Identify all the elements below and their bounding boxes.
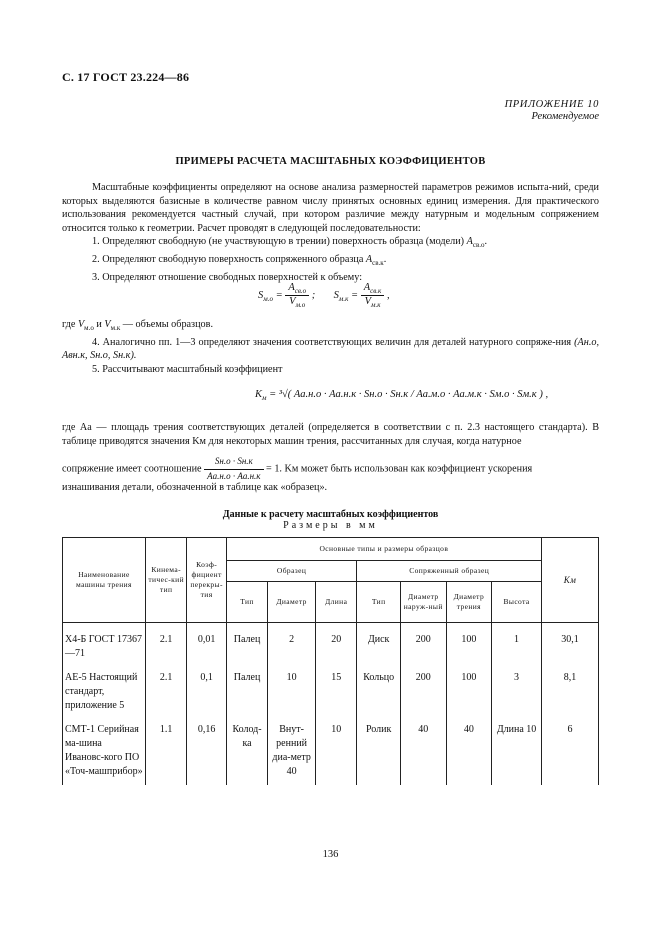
cell-s-len: 15 [315,661,356,713]
th-coef: Коэф-фициент перекры-тия [187,538,226,623]
cell-name: Х4-Б ГОСТ 17367—71 [63,623,146,662]
f1-fraction-2 [361,282,385,309]
f2-left-sub: м [262,394,267,403]
intro-paragraph: Масштабные коэффициенты определяют на основе анализа размерностей параметров режимов испыта-ний, среди которых выделяются базисные в количестве равном числу принятых основных единиц измерения. Для практического использования рекомендуется частный случай, при котором различие между натурным и модельным сопряжением относится только к геометрии. Расчет проводят в следующей последовательности: [62,182,599,234]
step-2 [62,253,599,271]
f1-right-sub: м.к [338,295,349,304]
wv-v1-sub: м.о [84,324,94,333]
ratio-fraction [204,455,263,483]
table-row [63,623,599,662]
step-2-end: . [383,254,387,265]
step-1-var: A [466,236,473,248]
cell-s-diam: Внут-ренний диа-метр 40 [268,713,316,785]
page-header: С. 17 ГОСТ 23.224—86 [62,70,190,84]
cell-kin: 1.1 [145,713,186,785]
step-3: 3. Определяют отношение свободных поверхностей к объему: [92,271,363,283]
ratio-line [62,455,599,483]
wv-suffix: — объемы образцов. [120,319,213,330]
cell-km: 30,1 [541,623,598,662]
formula-surface-volume: $S_{м.о}$ = $\frac{A_{св.о}}{V_{м.о}}$ ; $S_{м.к}$ = $\frac{A_{св.к}}{V_{м.к}}$ , [258,282,390,310]
section-title: ПРИМЕРЫ РАСЧЕТА МАСШТАБНЫХ КОЭФФИЦИЕНТОВ [175,156,486,167]
th-sample: Образец [226,561,357,582]
ratio-eq: = 1. [266,463,282,475]
ratio-num: Sн.о · Sн.к [204,455,263,470]
wv-mid: и [93,319,105,330]
step-4-text: 4. Аналогично пп. 1—3 определяют значения соответствующих величин для деталей натурного сопряже-ния [92,336,572,348]
page-number: 136 [322,849,339,860]
where-area: где Aа — площадь трения соответствующих деталей (определяется в соответствии с п. 2.3 настоящего стандарта). В таблице приводятся значения Kм для некоторых машин трения, рассчитанных для случая, когда натурное [62,422,599,447]
body-text-middle [62,318,599,376]
cell-s-len: 20 [315,623,356,662]
wv-v2: V [104,319,111,330]
step-2-var: A [365,254,373,265]
table-row [63,661,599,713]
cell-kin: 2.1 [145,661,186,713]
cell-s-type: Колод-ка [226,713,267,785]
cell-m-type: Кольцо [357,661,401,713]
cell-s-diam: 2 [268,623,316,662]
body-text-top [62,181,599,284]
formula-scale-coefficient [255,389,548,402]
cell-m-h: 3 [492,661,542,713]
f1-den2-sub: м.к [370,301,381,310]
cell-s-type: Палец [226,623,267,662]
f1-num2-var: A [363,282,371,293]
appendix-block [505,99,599,123]
cell-kin: 2.1 [145,623,186,662]
cell-km: 6 [541,713,598,785]
wv-prefix: где [62,319,78,330]
cell-coef: 0,01 [187,623,226,662]
ratio-after: Kм может быть использован как коэффициент ускорения [284,463,533,475]
th-kinematic: Кинема-тичес-кий тип [145,538,186,623]
cell-s-type: Палец [226,661,267,713]
f1-num-sub: св.о [294,287,307,296]
f1-fraction-1 [285,282,309,309]
cell-s-diam: 10 [268,661,316,713]
step-1 [62,235,599,253]
cell-m-type: Ролик [357,713,401,785]
f1-den-var: V [289,296,296,308]
cell-m-type: Диск [357,623,401,662]
th-mating: Сопряженный образец [357,561,542,582]
coefficients-table [62,537,599,785]
th-length: Длина [315,582,356,623]
cell-m-h: Длина 10 [492,713,542,785]
where-volumes [62,318,599,336]
cell-km: 8,1 [541,661,598,713]
step-2-text: 2. Определяют свободную поверхность сопряженного образца [92,254,366,265]
cell-m-fric: 100 [446,623,492,662]
f1-den2-var: V [364,296,371,308]
ratio-before: сопряжение имеет соотношение [62,463,202,475]
f1-den-sub: м.о [295,301,306,310]
th-main-types: Основные типы и размеры образцов [226,538,541,561]
th-friction-diam: Диаметр трения [446,582,492,623]
cell-coef: 0,1 [187,661,226,713]
ratio-last-line: изнашивания детали, обозначенной в таблице как «образец». [62,482,328,493]
cell-m-fric: 100 [446,661,492,713]
th-km: Kм [541,538,598,623]
table-row [63,713,599,785]
cell-m-outer: 40 [400,713,446,785]
cell-m-h: 1 [492,623,542,662]
cell-coef: 0,16 [187,713,226,785]
f1-left-var: S [258,290,264,301]
cell-name: АЕ-5 Настоящий стандарт, приложение 5 [63,661,146,713]
appendix-status: Рекомендуемое [531,111,599,122]
f2-left: K [255,389,263,400]
appendix-label: ПРИЛОЖЕНИЕ 10 [504,99,599,110]
wv-v2-sub: м.к [110,324,121,333]
cell-m-fric: 40 [446,713,492,785]
cell-s-len: 10 [315,713,356,785]
cell-m-outer: 200 [400,661,446,713]
th-machine: Наименование машины трения [63,538,146,623]
th-diameter: Диаметр [268,582,316,623]
step-5: 5. Рассчитывают масштабный коэффициент [92,363,283,375]
cell-m-outer: 200 [400,623,446,662]
step-2-sub: св.к [372,259,384,268]
table-units: Размеры в мм [283,520,378,531]
step-4 [62,336,599,363]
f1-right-var: S [333,290,339,301]
step-1-end: . [484,236,488,248]
ratio-den: Aа.н.о · Aа.н.к [207,470,261,481]
f1-num-var: A [288,282,295,293]
step-4-vars: (Aн.о, Aвн.к, Sн.о, Sн.к). [62,336,600,362]
body-text-lower [62,421,599,448]
th-type2: Тип [357,582,401,623]
th-type: Тип [226,582,267,623]
f2-expression: = ³√( Aа.н.о · Aа.н.к · Sн.о · Sн.к / Aа.м.о · Aа.м.к · Sм.о · Sм.к ) , [269,389,549,400]
f1-left-sub: м.о [263,295,273,304]
table-caption [0,509,661,531]
th-outer-diam: Диаметр наруж-ный [400,582,446,623]
wv-v1: V [77,319,85,330]
cell-name: СМТ-1 Серийная ма-шина Ивановс-кого ПО «Точ-машприбор» [63,713,146,785]
f1-num2-sub: св.к [370,287,382,296]
step-1-text: 1. Определяют свободную (не участвующую в трении) поверхность образца (модели) [92,236,467,248]
th-height: Высота [492,582,542,623]
table-title: Данные к расчету масштабных коэффициентов [222,509,439,520]
step-1-sub: св.о [472,241,485,250]
